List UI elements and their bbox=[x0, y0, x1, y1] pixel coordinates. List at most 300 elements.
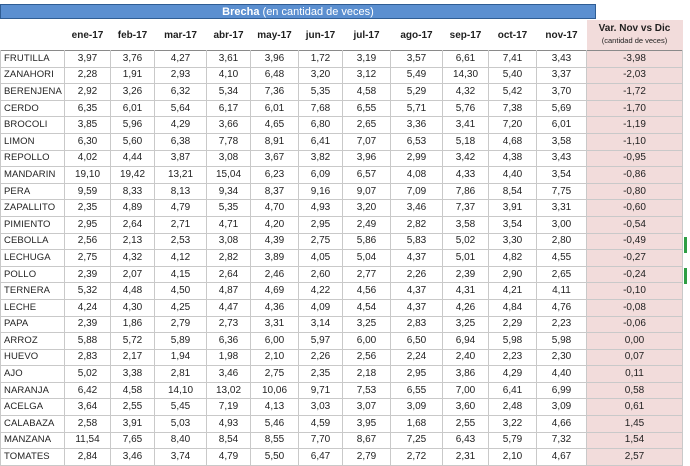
table-cell[interactable]: 3,30 bbox=[489, 233, 537, 250]
table-cell[interactable]: 5,88 bbox=[65, 333, 111, 350]
table-cell[interactable]: 6,94 bbox=[443, 333, 489, 350]
table-cell[interactable]: 2,29 bbox=[489, 316, 537, 333]
table-cell[interactable]: 6,55 bbox=[391, 382, 443, 399]
row-label[interactable]: MANDARIN bbox=[1, 167, 65, 184]
table-cell[interactable]: 2,95 bbox=[391, 366, 443, 383]
table-cell[interactable]: 5,29 bbox=[391, 84, 443, 101]
table-cell[interactable]: 3,85 bbox=[65, 117, 111, 134]
table-cell[interactable]: 5,40 bbox=[489, 67, 537, 84]
table-cell[interactable]: 3,70 bbox=[537, 84, 587, 101]
table-cell[interactable]: 3,42 bbox=[443, 150, 489, 167]
table-cell[interactable]: 3,09 bbox=[537, 399, 587, 416]
table-cell[interactable]: 4,79 bbox=[207, 449, 251, 466]
table-cell[interactable]: 2,90 bbox=[489, 266, 537, 283]
table-cell[interactable]: 2,95 bbox=[299, 216, 343, 233]
table-cell[interactable]: 3,64 bbox=[65, 399, 111, 416]
var-cell[interactable]: -0,60 bbox=[587, 200, 683, 217]
table-cell[interactable]: 7,20 bbox=[489, 117, 537, 134]
table-cell[interactable]: 6,09 bbox=[299, 167, 343, 184]
table-cell[interactable]: 2,46 bbox=[251, 266, 299, 283]
var-cell[interactable]: -1,19 bbox=[587, 117, 683, 134]
table-cell[interactable]: 5,35 bbox=[207, 200, 251, 217]
table-cell[interactable]: 2,10 bbox=[251, 349, 299, 366]
table-cell[interactable]: 6,00 bbox=[343, 333, 391, 350]
table-cell[interactable]: 4,09 bbox=[299, 299, 343, 316]
table-cell[interactable]: 4,29 bbox=[489, 366, 537, 383]
table-cell[interactable]: 9,16 bbox=[299, 183, 343, 200]
var-cell[interactable]: 1,54 bbox=[587, 432, 683, 449]
table-cell[interactable]: 4,65 bbox=[251, 117, 299, 134]
table-cell[interactable]: 7,36 bbox=[251, 84, 299, 101]
table-cell[interactable]: 2,35 bbox=[65, 200, 111, 217]
row-label[interactable]: BERENJENA bbox=[1, 84, 65, 101]
table-cell[interactable]: 2,28 bbox=[65, 67, 111, 84]
table-cell[interactable]: 3,31 bbox=[537, 200, 587, 217]
table-cell[interactable]: 5,72 bbox=[111, 333, 155, 350]
var-cell[interactable]: -0,08 bbox=[587, 299, 683, 316]
table-cell[interactable]: 6,42 bbox=[65, 382, 111, 399]
table-cell[interactable]: 4,02 bbox=[65, 150, 111, 167]
table-cell[interactable]: 5,96 bbox=[111, 117, 155, 134]
table-cell[interactable]: 2,39 bbox=[65, 316, 111, 333]
row-label[interactable]: ZANAHORI bbox=[1, 67, 65, 84]
table-cell[interactable]: 2,79 bbox=[155, 316, 207, 333]
table-cell[interactable]: 13,21 bbox=[155, 167, 207, 184]
table-cell[interactable]: 6,99 bbox=[537, 382, 587, 399]
table-cell[interactable]: 2,82 bbox=[391, 216, 443, 233]
table-cell[interactable]: 2,30 bbox=[537, 349, 587, 366]
var-cell[interactable]: -1,70 bbox=[587, 100, 683, 117]
table-cell[interactable]: 4,50 bbox=[155, 283, 207, 300]
table-cell[interactable]: 2,39 bbox=[443, 266, 489, 283]
table-cell[interactable]: 6,30 bbox=[65, 133, 111, 150]
var-cell[interactable]: 0,11 bbox=[587, 366, 683, 383]
column-header[interactable]: may-17 bbox=[257, 29, 292, 41]
table-cell[interactable]: 1,94 bbox=[155, 349, 207, 366]
table-cell[interactable]: 4,93 bbox=[207, 416, 251, 433]
table-cell[interactable]: 3,95 bbox=[343, 416, 391, 433]
table-cell[interactable]: 4,22 bbox=[299, 283, 343, 300]
table-cell[interactable]: 6,47 bbox=[299, 449, 343, 466]
table-cell[interactable]: 3,67 bbox=[251, 150, 299, 167]
table-cell[interactable]: 13,02 bbox=[207, 382, 251, 399]
table-cell[interactable]: 7,86 bbox=[443, 183, 489, 200]
row-label[interactable]: CEBOLLA bbox=[1, 233, 65, 250]
table-cell[interactable]: 8,67 bbox=[343, 432, 391, 449]
table-cell[interactable]: 3,74 bbox=[155, 449, 207, 466]
table-cell[interactable]: 4,30 bbox=[111, 299, 155, 316]
var-cell[interactable]: 0,07 bbox=[587, 349, 683, 366]
table-cell[interactable]: 5,71 bbox=[391, 100, 443, 117]
var-cell[interactable]: -0,86 bbox=[587, 167, 683, 184]
table-cell[interactable]: 4,59 bbox=[299, 416, 343, 433]
row-label[interactable]: REPOLLO bbox=[1, 150, 65, 167]
table-cell[interactable]: 2,10 bbox=[489, 449, 537, 466]
column-header[interactable]: abr-17 bbox=[213, 29, 244, 41]
table-cell[interactable]: 4,37 bbox=[391, 283, 443, 300]
table-cell[interactable]: 4,25 bbox=[155, 299, 207, 316]
table-cell[interactable]: 3,58 bbox=[443, 216, 489, 233]
table-cell[interactable]: 2,31 bbox=[443, 449, 489, 466]
table-cell[interactable]: 2,56 bbox=[65, 233, 111, 250]
table-cell[interactable]: 9,34 bbox=[207, 183, 251, 200]
row-label[interactable]: FRUTILLA bbox=[1, 51, 65, 68]
table-cell[interactable]: 5,89 bbox=[155, 333, 207, 350]
table-cell[interactable]: 4,40 bbox=[537, 366, 587, 383]
table-cell[interactable]: 6,36 bbox=[207, 333, 251, 350]
table-cell[interactable]: 3,82 bbox=[299, 150, 343, 167]
table-cell[interactable]: 2,64 bbox=[111, 216, 155, 233]
table-cell[interactable]: 6,43 bbox=[443, 432, 489, 449]
table-cell[interactable]: 7,37 bbox=[443, 200, 489, 217]
var-cell[interactable]: 2,57 bbox=[587, 449, 683, 466]
table-cell[interactable]: 3,43 bbox=[537, 150, 587, 167]
row-label[interactable]: PIMIENTO bbox=[1, 216, 65, 233]
table-cell[interactable]: 7,25 bbox=[391, 432, 443, 449]
table-cell[interactable]: 3,54 bbox=[537, 167, 587, 184]
table-cell[interactable]: 3,00 bbox=[537, 216, 587, 233]
table-cell[interactable]: 4,37 bbox=[391, 250, 443, 267]
table-cell[interactable]: 4,24 bbox=[65, 299, 111, 316]
table-cell[interactable]: 3,76 bbox=[111, 51, 155, 68]
table-cell[interactable]: 4,32 bbox=[111, 250, 155, 267]
table-cell[interactable]: 4,55 bbox=[537, 250, 587, 267]
table-cell[interactable]: 6,80 bbox=[299, 117, 343, 134]
table-cell[interactable]: 2,23 bbox=[537, 316, 587, 333]
var-cell[interactable]: -0,54 bbox=[587, 216, 683, 233]
row-label[interactable]: CALABAZA bbox=[1, 416, 65, 433]
table-cell[interactable]: 3,54 bbox=[489, 216, 537, 233]
var-cell[interactable]: 0,61 bbox=[587, 399, 683, 416]
table-cell[interactable]: 5,02 bbox=[65, 366, 111, 383]
table-cell[interactable]: 4,84 bbox=[489, 299, 537, 316]
column-header[interactable]: oct-17 bbox=[497, 29, 528, 41]
table-cell[interactable]: 7,75 bbox=[537, 183, 587, 200]
table-cell[interactable]: 19,42 bbox=[111, 167, 155, 184]
table-cell[interactable]: 3,60 bbox=[443, 399, 489, 416]
table-cell[interactable]: 5,18 bbox=[443, 133, 489, 150]
var-cell[interactable]: -0,27 bbox=[587, 250, 683, 267]
table-cell[interactable]: 3,97 bbox=[65, 51, 111, 68]
table-cell[interactable]: 3,58 bbox=[537, 133, 587, 150]
table-cell[interactable]: 4,44 bbox=[111, 150, 155, 167]
table-cell[interactable]: 4,76 bbox=[537, 299, 587, 316]
table-cell[interactable]: 7,65 bbox=[111, 432, 155, 449]
table-cell[interactable]: 3,43 bbox=[537, 51, 587, 68]
table-cell[interactable]: 2,83 bbox=[391, 316, 443, 333]
table-cell[interactable]: 3,07 bbox=[343, 399, 391, 416]
table-cell[interactable]: 6,57 bbox=[343, 167, 391, 184]
table-cell[interactable]: 6,01 bbox=[111, 100, 155, 117]
table-cell[interactable]: 6,01 bbox=[537, 117, 587, 134]
table-cell[interactable]: 4,21 bbox=[489, 283, 537, 300]
table-cell[interactable]: 4,38 bbox=[489, 150, 537, 167]
table-cell[interactable]: 3,22 bbox=[489, 416, 537, 433]
table-cell[interactable]: 1,98 bbox=[207, 349, 251, 366]
table-cell[interactable]: 4,40 bbox=[489, 167, 537, 184]
table-cell[interactable]: 5,42 bbox=[489, 84, 537, 101]
table-cell[interactable]: 7,78 bbox=[207, 133, 251, 150]
table-cell[interactable]: 7,07 bbox=[343, 133, 391, 150]
table-cell[interactable]: 5,34 bbox=[207, 84, 251, 101]
table-cell[interactable]: 1,72 bbox=[299, 51, 343, 68]
table-cell[interactable]: 3,96 bbox=[251, 51, 299, 68]
row-label[interactable]: ZAPALLITO bbox=[1, 200, 65, 217]
table-cell[interactable]: 2,72 bbox=[391, 449, 443, 466]
table-cell[interactable]: 4,48 bbox=[111, 283, 155, 300]
table-cell[interactable]: 5,32 bbox=[65, 283, 111, 300]
table-cell[interactable]: 4,13 bbox=[251, 399, 299, 416]
table-cell[interactable]: 4,26 bbox=[443, 299, 489, 316]
table-cell[interactable]: 2,65 bbox=[537, 266, 587, 283]
table-cell[interactable]: 7,68 bbox=[299, 100, 343, 117]
table-cell[interactable]: 4,93 bbox=[299, 200, 343, 217]
column-header[interactable]: ene-17 bbox=[71, 29, 104, 41]
table-cell[interactable]: 7,00 bbox=[443, 382, 489, 399]
table-cell[interactable]: 5,46 bbox=[251, 416, 299, 433]
table-cell[interactable]: 3,86 bbox=[443, 366, 489, 383]
table-cell[interactable]: 2,35 bbox=[299, 366, 343, 383]
table-cell[interactable]: 6,17 bbox=[207, 100, 251, 117]
table-cell[interactable]: 8,54 bbox=[489, 183, 537, 200]
table-cell[interactable]: 3,41 bbox=[443, 117, 489, 134]
table-cell[interactable]: 5,98 bbox=[489, 333, 537, 350]
table-cell[interactable]: 2,18 bbox=[343, 366, 391, 383]
table-cell[interactable]: 2,40 bbox=[443, 349, 489, 366]
table-cell[interactable]: 5,86 bbox=[343, 233, 391, 250]
table-cell[interactable]: 2,23 bbox=[489, 349, 537, 366]
table-cell[interactable]: 4,66 bbox=[537, 416, 587, 433]
table-cell[interactable]: 2,65 bbox=[343, 117, 391, 134]
table-cell[interactable]: 9,71 bbox=[299, 382, 343, 399]
table-cell[interactable]: 3,09 bbox=[391, 399, 443, 416]
table-cell[interactable]: 3,25 bbox=[343, 316, 391, 333]
var-cell[interactable]: -0,10 bbox=[587, 283, 683, 300]
table-cell[interactable]: 2,64 bbox=[207, 266, 251, 283]
table-cell[interactable]: 4,29 bbox=[155, 117, 207, 134]
var-cell[interactable]: -0,06 bbox=[587, 316, 683, 333]
table-cell[interactable]: 5,50 bbox=[251, 449, 299, 466]
table-cell[interactable]: 2,83 bbox=[65, 349, 111, 366]
table-cell[interactable]: 2,75 bbox=[251, 366, 299, 383]
table-cell[interactable]: 4,33 bbox=[443, 167, 489, 184]
table-cell[interactable]: 4,12 bbox=[155, 250, 207, 267]
table-cell[interactable]: 4,67 bbox=[537, 449, 587, 466]
row-label[interactable]: CERDO bbox=[1, 100, 65, 117]
table-cell[interactable]: 4,54 bbox=[343, 299, 391, 316]
table-cell[interactable]: 5,60 bbox=[111, 133, 155, 150]
row-label[interactable]: PERA bbox=[1, 183, 65, 200]
row-label[interactable]: HUEVO bbox=[1, 349, 65, 366]
table-cell[interactable]: 8,33 bbox=[111, 183, 155, 200]
table-cell[interactable]: 2,79 bbox=[343, 449, 391, 466]
table-cell[interactable]: 6,41 bbox=[489, 382, 537, 399]
table-cell[interactable]: 3,19 bbox=[343, 51, 391, 68]
column-header[interactable]: sep-17 bbox=[449, 29, 482, 41]
table-cell[interactable]: 3,46 bbox=[391, 200, 443, 217]
table-cell[interactable]: 6,55 bbox=[343, 100, 391, 117]
table-cell[interactable]: 6,48 bbox=[251, 67, 299, 84]
column-header[interactable]: feb-17 bbox=[117, 29, 148, 41]
row-label[interactable]: ACELGA bbox=[1, 399, 65, 416]
table-cell[interactable]: 6,35 bbox=[65, 100, 111, 117]
table-cell[interactable]: 5,76 bbox=[443, 100, 489, 117]
table-cell[interactable]: 5,02 bbox=[443, 233, 489, 250]
table-cell[interactable]: 15,04 bbox=[207, 167, 251, 184]
table-cell[interactable]: 3,20 bbox=[299, 67, 343, 84]
table-cell[interactable]: 2,81 bbox=[155, 366, 207, 383]
table-cell[interactable]: 3,87 bbox=[155, 150, 207, 167]
var-cell[interactable]: -2,03 bbox=[587, 67, 683, 84]
table-cell[interactable]: 8,54 bbox=[207, 432, 251, 449]
table-cell[interactable]: 2,55 bbox=[111, 399, 155, 416]
table-cell[interactable]: 2,60 bbox=[299, 266, 343, 283]
table-cell[interactable]: 7,09 bbox=[391, 183, 443, 200]
table-cell[interactable]: 4,47 bbox=[207, 299, 251, 316]
table-cell[interactable]: 2,93 bbox=[155, 67, 207, 84]
table-cell[interactable]: 4,70 bbox=[251, 200, 299, 217]
table-cell[interactable]: 2,17 bbox=[111, 349, 155, 366]
table-cell[interactable]: 4,58 bbox=[343, 84, 391, 101]
table-cell[interactable]: 5,83 bbox=[391, 233, 443, 250]
table-cell[interactable]: 2,58 bbox=[65, 416, 111, 433]
column-header[interactable]: ago-17 bbox=[400, 29, 433, 41]
table-cell[interactable]: 7,70 bbox=[299, 432, 343, 449]
table-cell[interactable]: 9,07 bbox=[343, 183, 391, 200]
row-label[interactable]: LIMON bbox=[1, 133, 65, 150]
table-cell[interactable]: 1,86 bbox=[111, 316, 155, 333]
var-cell[interactable]: 0,58 bbox=[587, 382, 683, 399]
table-cell[interactable]: 4,71 bbox=[207, 216, 251, 233]
table-cell[interactable]: 4,05 bbox=[299, 250, 343, 267]
table-cell[interactable]: 14,30 bbox=[443, 67, 489, 84]
table-cell[interactable]: 7,38 bbox=[489, 100, 537, 117]
table-cell[interactable]: 3,31 bbox=[251, 316, 299, 333]
table-cell[interactable]: 4,82 bbox=[489, 250, 537, 267]
table-cell[interactable]: 3,91 bbox=[111, 416, 155, 433]
table-cell[interactable]: 4,37 bbox=[391, 299, 443, 316]
table-cell[interactable]: 2,48 bbox=[489, 399, 537, 416]
table-cell[interactable]: 4,69 bbox=[251, 283, 299, 300]
table-cell[interactable]: 2,84 bbox=[65, 449, 111, 466]
table-cell[interactable]: 2,92 bbox=[65, 84, 111, 101]
table-cell[interactable]: 3,08 bbox=[207, 233, 251, 250]
table-cell[interactable]: 2,26 bbox=[299, 349, 343, 366]
table-cell[interactable]: 4,89 bbox=[111, 200, 155, 217]
table-cell[interactable]: 3,57 bbox=[391, 51, 443, 68]
var-cell[interactable]: 0,00 bbox=[587, 333, 683, 350]
table-cell[interactable]: 5,35 bbox=[299, 84, 343, 101]
table-cell[interactable]: 5,45 bbox=[155, 399, 207, 416]
row-label[interactable]: BROCOLI bbox=[1, 117, 65, 134]
table-cell[interactable]: 2,73 bbox=[207, 316, 251, 333]
table-cell[interactable]: 8,55 bbox=[251, 432, 299, 449]
row-label[interactable]: POLLO bbox=[1, 266, 65, 283]
table-cell[interactable]: 2,71 bbox=[155, 216, 207, 233]
table-cell[interactable]: 4,39 bbox=[251, 233, 299, 250]
table-cell[interactable]: 2,07 bbox=[111, 266, 155, 283]
table-cell[interactable]: 3,03 bbox=[299, 399, 343, 416]
table-cell[interactable]: 1,68 bbox=[391, 416, 443, 433]
row-label[interactable]: LECHUGA bbox=[1, 250, 65, 267]
var-cell[interactable]: -1,10 bbox=[587, 133, 683, 150]
table-cell[interactable]: 4,87 bbox=[207, 283, 251, 300]
table-cell[interactable]: 3,08 bbox=[207, 150, 251, 167]
table-cell[interactable]: 4,36 bbox=[251, 299, 299, 316]
var-cell[interactable]: 1,45 bbox=[587, 416, 683, 433]
table-cell[interactable]: 14,10 bbox=[155, 382, 207, 399]
table-cell[interactable]: 6,32 bbox=[155, 84, 207, 101]
table-cell[interactable]: 6,23 bbox=[251, 167, 299, 184]
table-cell[interactable]: 8,40 bbox=[155, 432, 207, 449]
var-column-header[interactable] bbox=[587, 20, 683, 51]
table-cell[interactable]: 5,04 bbox=[343, 250, 391, 267]
table-cell[interactable]: 5,79 bbox=[489, 432, 537, 449]
table-cell[interactable]: 4,10 bbox=[207, 67, 251, 84]
table-cell[interactable]: 4,58 bbox=[111, 382, 155, 399]
table-cell[interactable]: 19,10 bbox=[65, 167, 111, 184]
table-cell[interactable]: 7,32 bbox=[537, 432, 587, 449]
table-cell[interactable]: 7,53 bbox=[343, 382, 391, 399]
table-cell[interactable]: 1,91 bbox=[111, 67, 155, 84]
table-cell[interactable]: 2,49 bbox=[343, 216, 391, 233]
table-cell[interactable]: 3,37 bbox=[537, 67, 587, 84]
table-cell[interactable]: 5,69 bbox=[537, 100, 587, 117]
table-cell[interactable]: 4,27 bbox=[155, 51, 207, 68]
table-cell[interactable]: 3,89 bbox=[251, 250, 299, 267]
table-cell[interactable]: 7,41 bbox=[489, 51, 537, 68]
table-cell[interactable]: 6,38 bbox=[155, 133, 207, 150]
table-cell[interactable]: 5,97 bbox=[299, 333, 343, 350]
table-cell[interactable]: 5,64 bbox=[155, 100, 207, 117]
table-cell[interactable]: 2,53 bbox=[155, 233, 207, 250]
table-cell[interactable]: 2,80 bbox=[537, 233, 587, 250]
column-header[interactable]: jun-17 bbox=[305, 29, 336, 41]
var-cell[interactable]: -0,95 bbox=[587, 150, 683, 167]
table-cell[interactable]: 6,00 bbox=[251, 333, 299, 350]
table-cell[interactable]: 3,38 bbox=[111, 366, 155, 383]
table-cell[interactable]: 9,59 bbox=[65, 183, 111, 200]
row-label[interactable]: LECHE bbox=[1, 299, 65, 316]
row-label[interactable]: AJO bbox=[1, 366, 65, 383]
row-label[interactable]: TOMATES bbox=[1, 449, 65, 466]
row-label[interactable]: PAPA bbox=[1, 316, 65, 333]
table-cell[interactable]: 3,25 bbox=[443, 316, 489, 333]
table-cell[interactable]: 5,01 bbox=[443, 250, 489, 267]
table-cell[interactable]: 3,12 bbox=[343, 67, 391, 84]
column-header[interactable]: mar-17 bbox=[164, 29, 197, 41]
table-cell[interactable]: 3,66 bbox=[207, 117, 251, 134]
table-cell[interactable]: 4,08 bbox=[391, 167, 443, 184]
table-cell[interactable]: 7,19 bbox=[207, 399, 251, 416]
table-cell[interactable]: 2,75 bbox=[299, 233, 343, 250]
table-cell[interactable]: 3,91 bbox=[489, 200, 537, 217]
table-cell[interactable]: 5,03 bbox=[155, 416, 207, 433]
table-cell[interactable]: 4,31 bbox=[443, 283, 489, 300]
table-cell[interactable]: 3,46 bbox=[207, 366, 251, 383]
table-cell[interactable]: 3,20 bbox=[343, 200, 391, 217]
var-cell[interactable]: -0,24 bbox=[587, 266, 683, 283]
table-cell[interactable]: 6,53 bbox=[391, 133, 443, 150]
var-cell[interactable]: -0,49 bbox=[587, 233, 683, 250]
table-cell[interactable]: 3,46 bbox=[111, 449, 155, 466]
row-label[interactable]: TERNERA bbox=[1, 283, 65, 300]
table-cell[interactable]: 2,55 bbox=[443, 416, 489, 433]
table-cell[interactable]: 4,56 bbox=[343, 283, 391, 300]
table-cell[interactable]: 5,49 bbox=[391, 67, 443, 84]
table-cell[interactable]: 3,26 bbox=[111, 84, 155, 101]
var-cell[interactable]: -0,80 bbox=[587, 183, 683, 200]
